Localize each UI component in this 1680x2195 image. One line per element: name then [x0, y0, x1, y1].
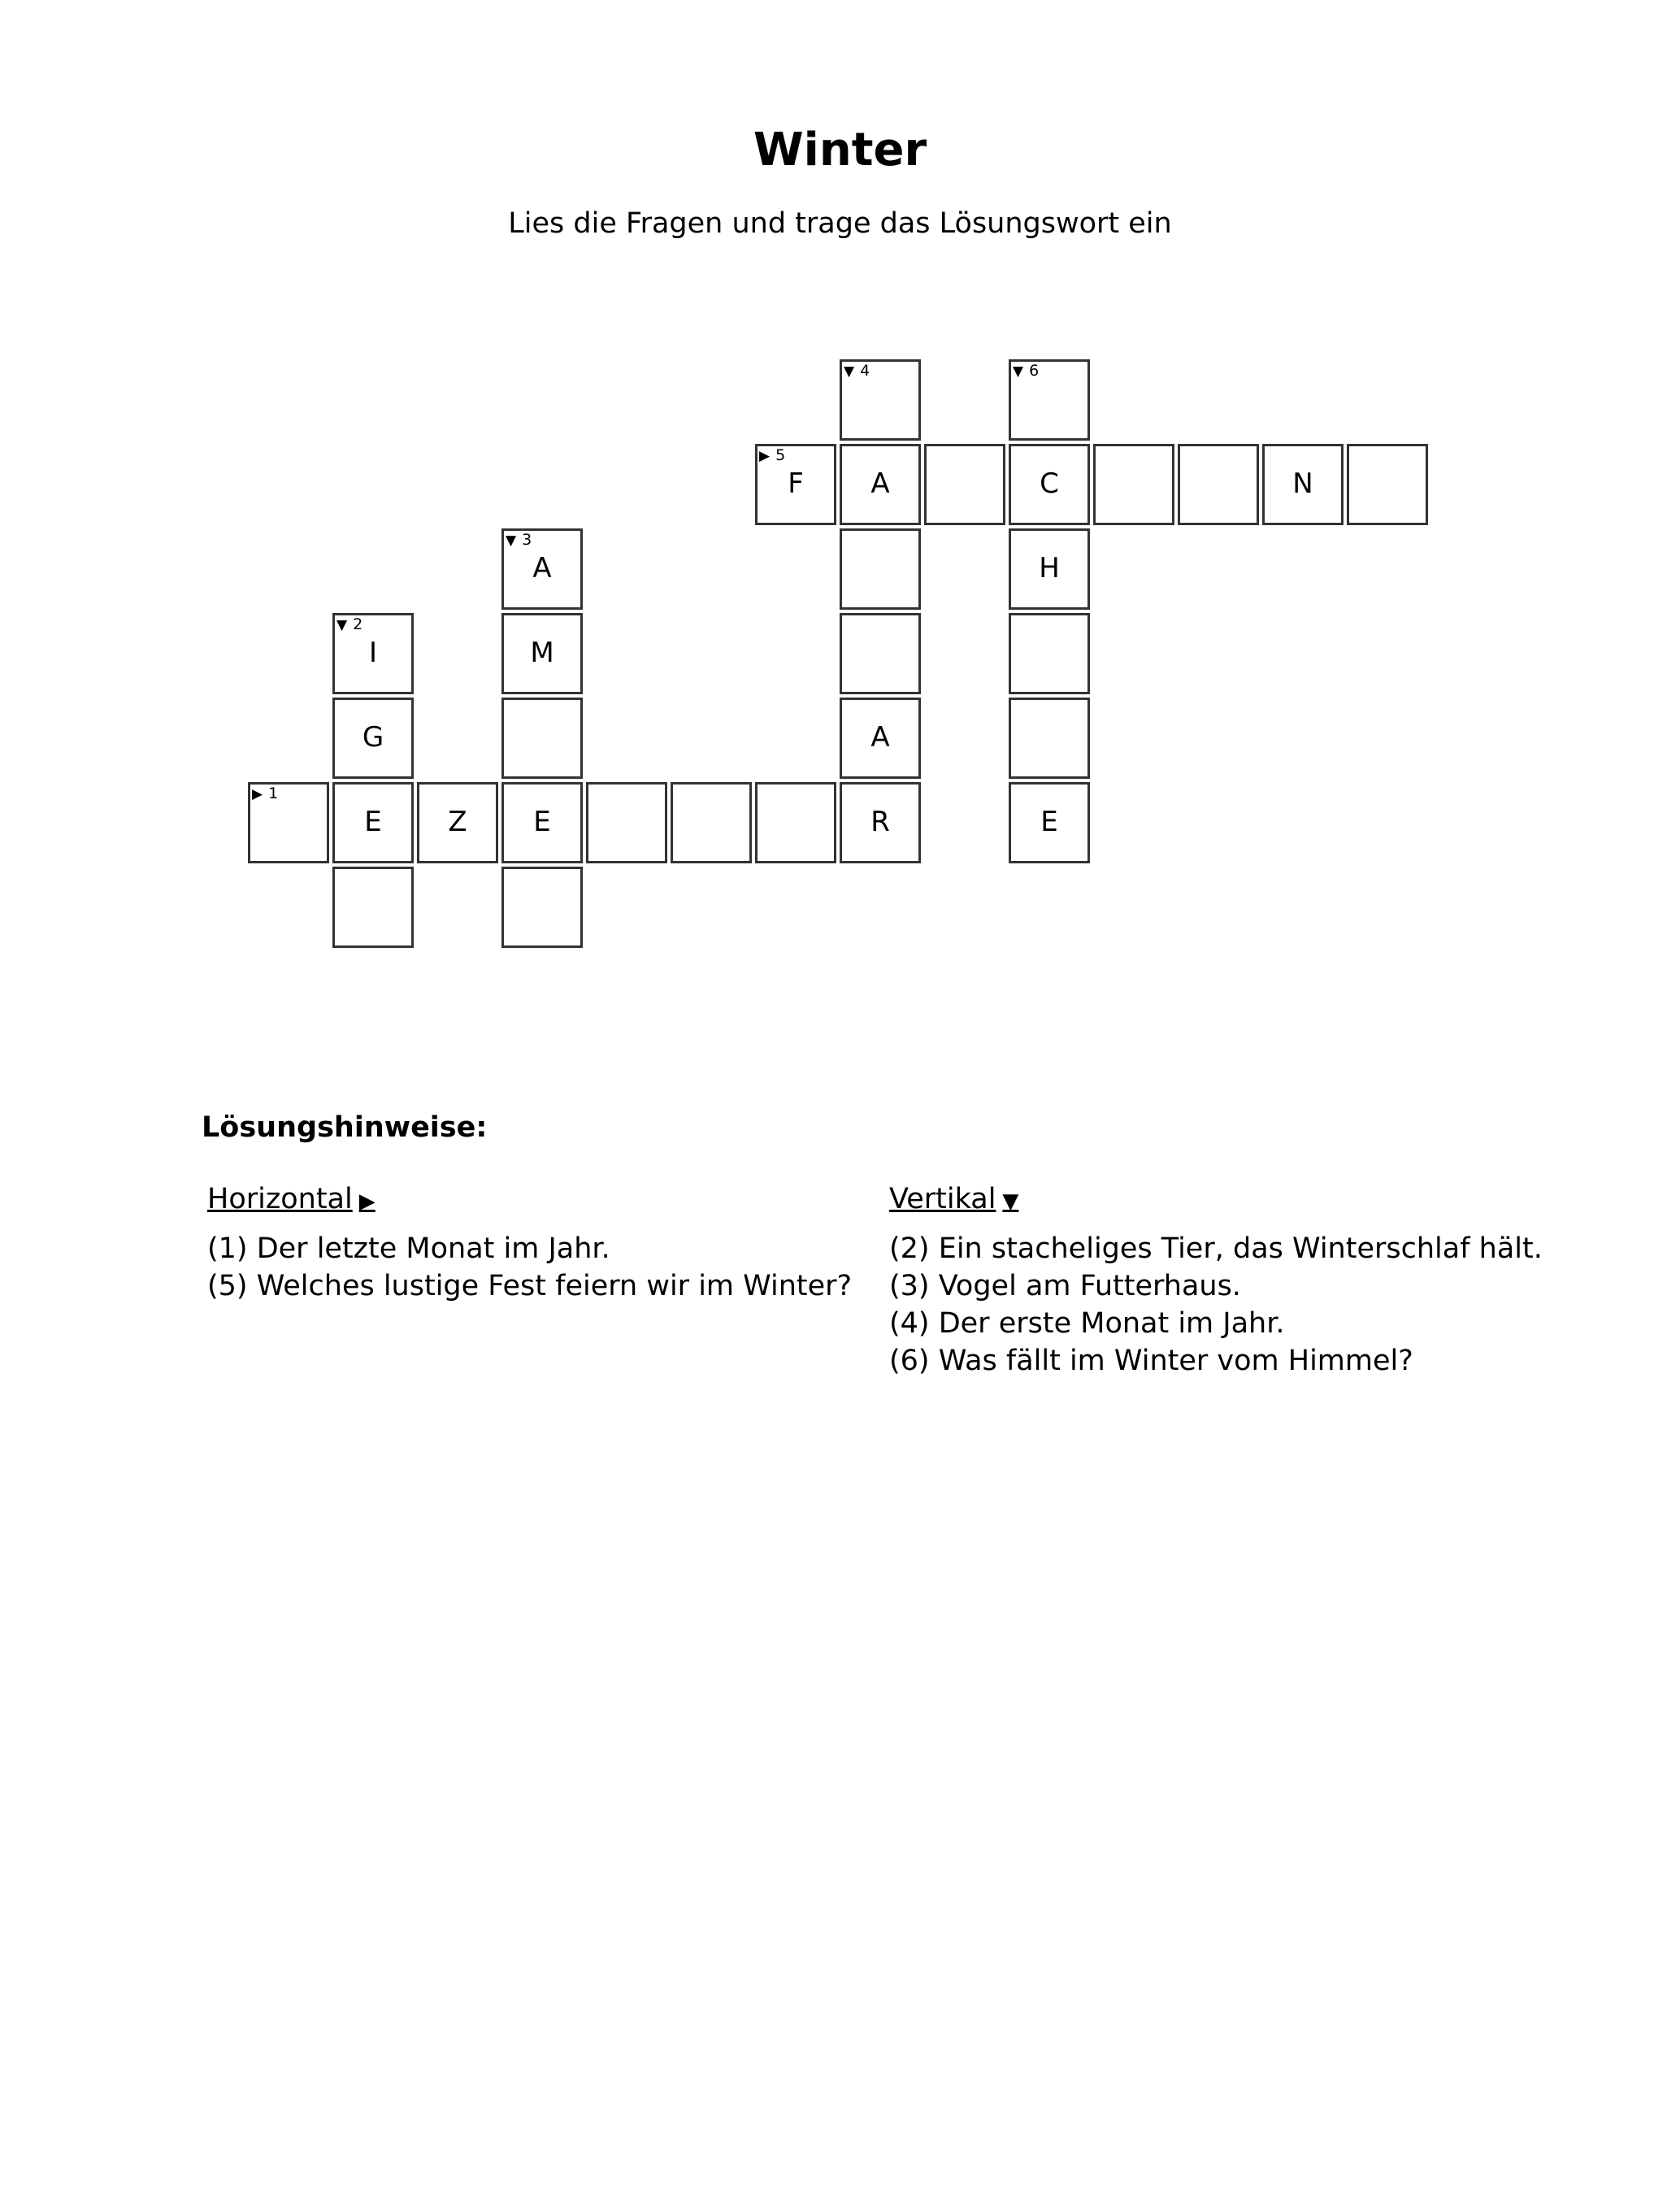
vertical-clues — [889, 1180, 1661, 1380]
clue-number — [506, 529, 532, 551]
clue-horizontal-1: (1) Der letzte Monat im Jahr. — [207, 1232, 610, 1265]
cell-letter: A — [532, 552, 552, 585]
cell-letter: E — [1040, 806, 1058, 838]
clue-number-text: 5 — [775, 446, 786, 464]
crossword-cell[interactable] — [1093, 444, 1174, 525]
crossword-cell[interactable] — [840, 613, 921, 694]
crossword-cell[interactable] — [501, 867, 583, 948]
clue-vertical-2: (2) Ein stacheliges Tier, das Winterschlaf hält. — [889, 1232, 1543, 1265]
cell-letter: R — [870, 806, 890, 838]
crossword-cell[interactable] — [1347, 444, 1428, 525]
clue-number-text: 3 — [522, 531, 532, 549]
crossword-cell[interactable] — [1009, 613, 1090, 694]
crossword-cell[interactable] — [332, 867, 414, 948]
clue-number — [844, 360, 870, 382]
down-arrow-icon: ▼ — [1002, 1189, 1019, 1214]
crossword-cell[interactable] — [1009, 444, 1090, 525]
hints-heading: Lösungshinweise: — [202, 1111, 488, 1144]
instructions: Lies die Fragen und trage das Lösungswort ein — [508, 207, 1172, 240]
clue-number-text: 6 — [1029, 362, 1040, 380]
cell-letter: M — [530, 637, 554, 669]
clue-horizontal-5: (5) Welches lustige Fest feiern wir im Winter? — [207, 1270, 853, 1302]
crossword-cell[interactable] — [671, 782, 752, 863]
crossword-cell[interactable] — [332, 782, 414, 863]
crossword-cell[interactable] — [1009, 782, 1090, 863]
right-arrow-icon: ▶ — [252, 786, 263, 802]
cell-letter: F — [788, 467, 804, 500]
crossword-cell[interactable] — [1009, 528, 1090, 610]
clue-number-text: 1 — [268, 785, 279, 802]
crossword-cell[interactable] — [501, 782, 583, 863]
clue-number-text: 2 — [353, 615, 363, 633]
crossword-cell[interactable] — [840, 444, 921, 525]
crossword-cell[interactable] — [755, 782, 836, 863]
crossword-cell[interactable] — [501, 528, 583, 610]
crossword-cell[interactable] — [840, 782, 921, 863]
crossword-cell[interactable] — [501, 698, 583, 779]
cell-letter: A — [870, 721, 890, 754]
crossword-cell[interactable] — [332, 698, 414, 779]
vertical-label: Vertikal — [889, 1183, 996, 1215]
down-arrow-icon: ▼ — [336, 617, 348, 633]
crossword-cell[interactable] — [840, 359, 921, 441]
crossword-cell[interactable] — [1178, 444, 1259, 525]
crossword-cell[interactable] — [417, 782, 498, 863]
clue-number — [336, 614, 362, 636]
cell-letter: N — [1292, 467, 1313, 500]
page-title: Winter — [753, 124, 927, 176]
cell-letter: Z — [448, 806, 467, 838]
clue-number — [252, 783, 278, 805]
cell-letter: A — [870, 467, 890, 500]
crossword-cell[interactable] — [586, 782, 667, 863]
crossword-cell[interactable] — [840, 528, 921, 610]
crossword-cell[interactable] — [1009, 698, 1090, 779]
crossword-cell[interactable] — [755, 444, 836, 525]
horizontal-heading — [207, 1180, 857, 1220]
crossword-cell[interactable] — [332, 613, 414, 694]
vertical-heading — [889, 1180, 1661, 1220]
clue-number — [759, 445, 785, 467]
down-arrow-icon: ▼ — [1013, 363, 1024, 380]
down-arrow-icon: ▼ — [844, 363, 855, 380]
crossword-cell[interactable] — [1009, 359, 1090, 441]
cell-letter: H — [1039, 552, 1060, 585]
crossword-cell[interactable] — [924, 444, 1005, 525]
right-arrow-icon: ▶ — [358, 1189, 376, 1214]
crossword-cell[interactable] — [248, 782, 329, 863]
cell-letter: E — [364, 806, 382, 838]
horizontal-clues — [207, 1180, 857, 1305]
clue-vertical-4: (4) Der erste Monat im Jahr. — [889, 1307, 1285, 1340]
clue-number-text: 4 — [860, 362, 870, 380]
cell-letter: G — [362, 721, 384, 754]
clue-number — [1013, 360, 1039, 382]
clue-vertical-6: (6) Was fällt im Winter vom Himmel? — [889, 1345, 1413, 1377]
down-arrow-icon: ▼ — [506, 532, 517, 549]
cell-letter: E — [533, 806, 551, 838]
right-arrow-icon: ▶ — [759, 448, 771, 464]
crossword-grid — [0, 0, 1680, 976]
cell-letter: I — [368, 637, 378, 669]
crossword-cell[interactable] — [840, 698, 921, 779]
clue-vertical-3: (3) Vogel am Futterhaus. — [889, 1270, 1241, 1302]
cell-letter: C — [1040, 467, 1059, 500]
crossword-cell[interactable] — [501, 613, 583, 694]
crossword-cell[interactable] — [1262, 444, 1344, 525]
horizontal-label: Horizontal — [207, 1183, 353, 1215]
